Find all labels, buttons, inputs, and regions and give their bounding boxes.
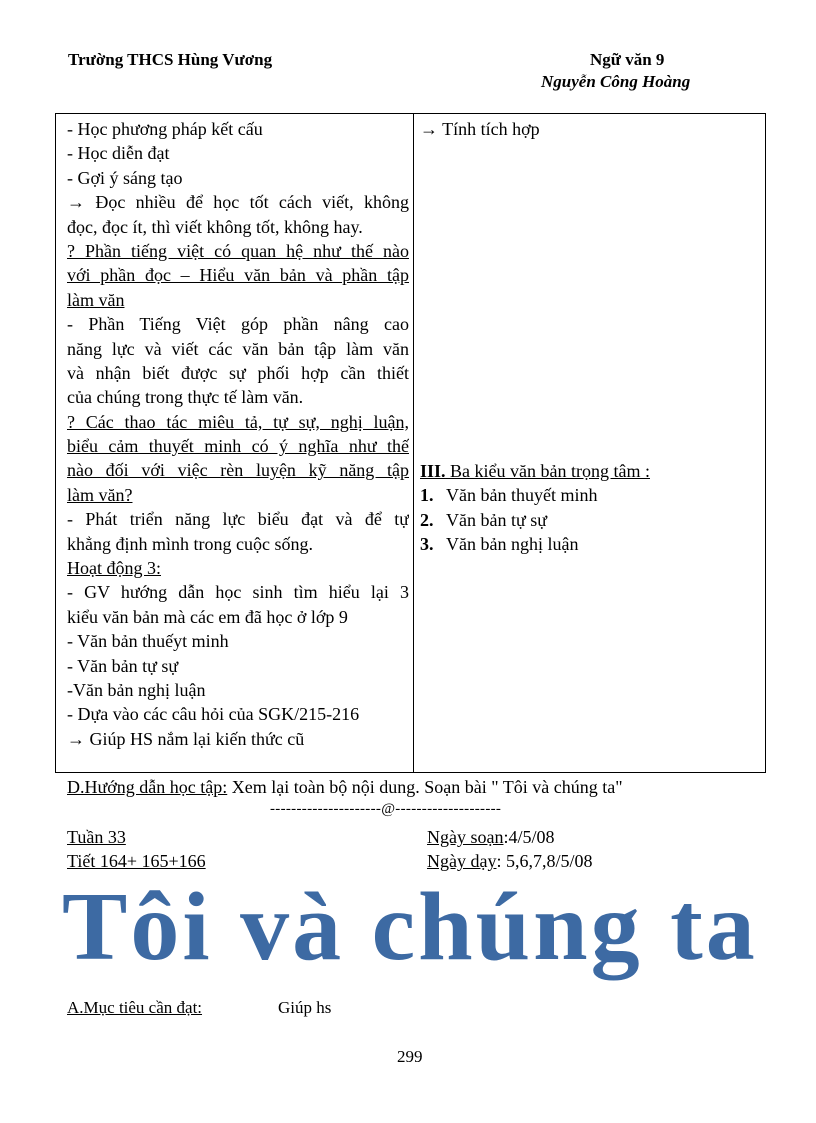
subject-name: Ngữ văn 9 [590,50,665,69]
left-line: của chúng trong thực tế làm văn. [67,387,304,408]
text-types-heading [420,459,760,483]
teach-date-label: Ngày dạy [427,851,497,871]
study-guide [67,777,623,798]
teach-date-value: : 5,6,7,8/5/08 [496,851,593,871]
left-line: - Phần Tiếng Việt góp phần nâng cao [67,314,409,335]
left-column [67,117,409,751]
objectives-label [67,998,202,1018]
left-question: làm văn [67,289,125,310]
left-line: - Phát triển năng lực biểu đạt và để tự [67,509,409,530]
prep-date-label: Ngày soạn [427,827,504,847]
heading-number: III. [420,461,446,481]
left-line: - GV hướng dẫn học sinh tìm hiểu lại 3 [67,582,409,603]
objectives-label-text: A.Mục tiêu cần đạt: [67,998,203,1017]
left-question: biểu cảm thuyết minh có ý nghĩa như thế [67,436,409,457]
left-question: làm văn? [67,484,133,505]
left-line: - Văn bản thuếyt minh [67,631,229,652]
list-text: Văn bản tự sự [446,509,547,530]
prep-date-value: :4/5/08 [503,827,555,847]
list-text: Văn bản thuyết minh [446,485,598,506]
left-line: đọc, đọc ít, thì viết không tốt, không hay. [67,216,363,237]
right-note: → Tính tích hợp [420,119,540,139]
list-item [420,483,760,507]
list-text: Văn bản nghị luận [446,534,579,555]
left-line: -Văn bản nghị luận [67,679,206,700]
left-line: - Gợi ý sáng tạo [67,167,183,188]
separator: ---------------------@-------------------- [270,801,502,817]
left-question: nào đối với việc rèn luyện kỹ năng tập [67,460,409,481]
list-item [420,532,760,556]
left-line: - Dựa vào các câu hỏi của SGK/215-216 [67,704,360,725]
left-line: → Đọc nhiều để học tốt cách viết, không [67,192,409,213]
list-number: 3. [420,534,434,555]
prep-date [427,827,555,848]
school-name: Trường THCS Hùng Vương [68,50,273,69]
left-line: năng lực và viết các văn bản tập làm văn [67,338,409,359]
left-question: với phần đọc – Hiểu văn bản và phần tập [67,265,409,286]
left-line: - Học diễn đạt [67,143,170,164]
study-guide-label: D.Hướng dẫn học tập: [67,777,228,797]
page-number: 299 [397,1047,423,1066]
left-line: - Văn bản tự sự [67,655,179,676]
left-line: - Học phương pháp kết cấu [67,119,263,139]
left-line: và nhận biết được sự phối hợp cần thiết [67,362,409,383]
left-question: ? Phần tiếng việt có quan hệ như thế nào [67,240,409,261]
list-number: 2. [420,509,434,530]
left-question: ? Các thao tác miêu tả, tự sự, nghị luận, [67,411,409,432]
list-number: 1. [420,485,434,506]
lesson-title: Tôi và chúng ta [62,873,758,981]
left-line: → Giúp HS nắm lại kiến thức cũ [67,728,305,749]
teacher-name: Nguyễn Công Hoàng [541,72,691,91]
week-label: Tuần 33 [67,827,126,847]
objectives-text: Giúp hs [278,998,332,1017]
teach-date [427,851,593,872]
period-label: Tiết 164+ 165+166 [67,851,206,871]
left-line: kiểu văn bản mà các em đã học ở lớp 9 [67,606,348,627]
text-types-section [420,459,760,557]
lesson-table [55,113,766,773]
left-line: khẳng định mình trong cuộc sống. [67,533,313,554]
right-column [420,117,760,555]
heading-text: Ba kiểu văn bản trọng tâm : [450,461,650,481]
list-item [420,508,760,532]
activity-heading: Hoạt động 3: [67,558,161,579]
study-guide-text: Xem lại toàn bộ nội dung. Soạn bài " Tôi và chúng ta" [227,777,623,797]
table-divider [413,114,414,772]
